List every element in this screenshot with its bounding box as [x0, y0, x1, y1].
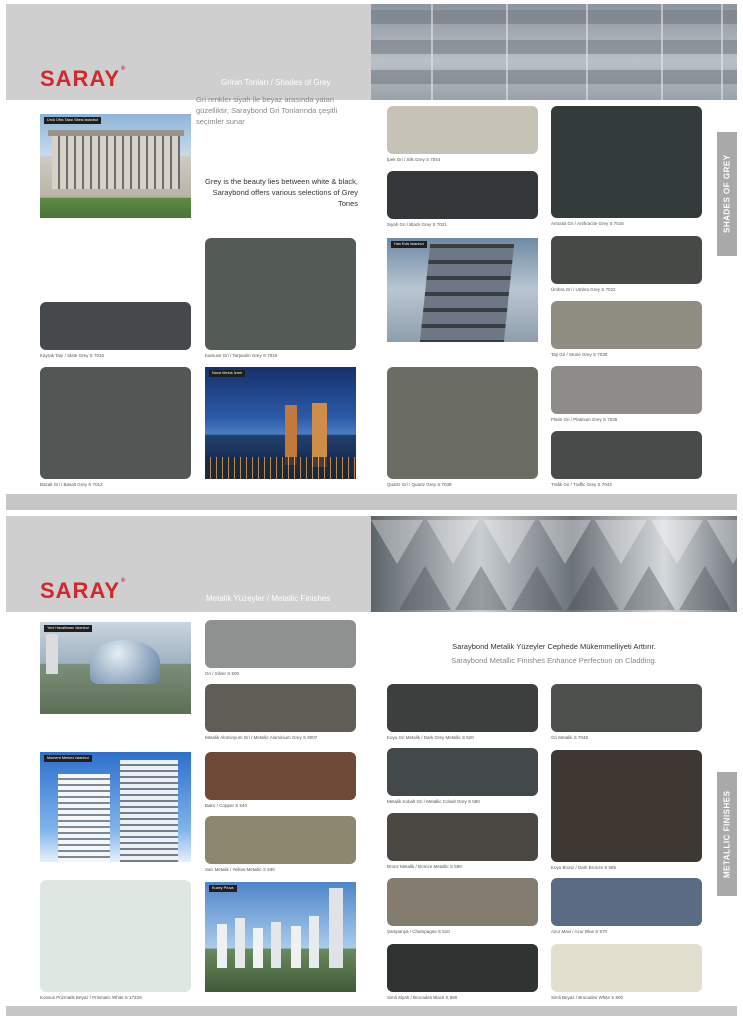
- swatch-azur-blue: [551, 878, 702, 926]
- swatch-label: Konsus Prizmatik Beyaz / Prismatic White S 1723S: [40, 995, 143, 1000]
- side-tab: SHADES OF GREY: [717, 132, 737, 256]
- swatch-label: Bronz Metalik / Bronze Metallic S 590: [387, 864, 462, 869]
- tower-photo: Han Evis İstanbul: [387, 238, 538, 342]
- swatch-silver: [205, 620, 356, 668]
- saray-logo: SARAY®: [40, 578, 127, 603]
- swatch-silk-grey: [387, 106, 538, 154]
- saray-logo: SARAY®: [40, 66, 127, 91]
- swatch-champagne: [387, 878, 538, 926]
- swatch-label: Quartz Gri / Quartz Grey S 7039: [387, 482, 452, 487]
- metallic-finishes-spread: [6, 516, 737, 1016]
- swatch-label: Bakır / Copper S 540: [205, 803, 248, 808]
- swatch-copper: [205, 752, 356, 800]
- page-footer: [6, 1006, 737, 1016]
- facade-photo: [371, 4, 737, 100]
- swatch-anthracite-grey: [551, 106, 702, 218]
- swatch-label: Gri Metalik S 7048: [551, 735, 589, 740]
- swatch-label: Sarı Metalik / Yellow Metallic S 530: [205, 867, 275, 872]
- swatch-label: Simli Siyah / Brocades Black S 880: [387, 995, 458, 1000]
- swatch-traffic-grey: [551, 431, 702, 479]
- tagline-tr: Saraybond Metalik Yüzeyler Cephede Mükemmelliyeti Arttırır.: [452, 642, 656, 651]
- swatch-yellow-metallic: [205, 816, 356, 864]
- swatch-slate-grey: [40, 302, 191, 350]
- swatch-label: Azur Mavi / Azur Blue S 570: [551, 929, 608, 934]
- shades-of-grey-spread: [6, 4, 737, 510]
- swatch-brocades-white: [551, 944, 702, 992]
- twin-tower-photo: Moment Merkez İstanbul: [40, 752, 191, 862]
- swatch-tarpaulin-grey: [205, 238, 356, 350]
- swatch-label: Antrasit Gri / Anthracite Grey S 7016: [551, 221, 624, 226]
- swatch-label: Koyu Gri Metalik / Dark Grey Metallic S 520: [387, 735, 474, 740]
- swatch-label: İpek Gri / Silk Grey S 7044: [387, 157, 441, 162]
- swatch-label: Kayrak Taşı / Slate Grey S 7015: [40, 353, 104, 358]
- swatch-platinum-grey: [551, 366, 702, 414]
- page-title: Metalik Yüzeyler / Metallic Finishes: [206, 594, 331, 603]
- swatch-prismatic-white: [40, 880, 191, 992]
- swatch-label: Ümbra Gri / Umbra Grey S 7022: [551, 287, 616, 292]
- swatch-label: Gri / Silver S 500: [205, 671, 240, 676]
- swatch-stone-grey: [551, 301, 702, 349]
- page-title: Grinin Tonları / Shades of Grey: [221, 78, 331, 87]
- swatch-label: Koyu Bronz / Dark Bronze S 585: [551, 865, 617, 870]
- swatch-dark-bronze: [551, 750, 702, 862]
- airport-photo: Yeni Havalimanı İstanbul: [40, 622, 191, 714]
- swatch-label: Şampanya / Champagne S 510: [387, 929, 450, 934]
- swatch-brocades-black: [387, 944, 538, 992]
- intro-text-en: Grey is the beauty lies between white & black, Saraybond offers various selections of Grey Tones: [205, 177, 358, 208]
- swatch-bronze-metallic: [387, 813, 538, 861]
- swatch-grey-metallic: [551, 684, 702, 732]
- swatch-umbra-grey: [551, 236, 702, 284]
- swatch-metallic-cobalt-grey: [387, 748, 538, 796]
- swatch-dark-grey-metallic: [387, 684, 538, 732]
- swatch-label: Metalik Kobalt Gri / Metallic Cobalt Grey S 580: [387, 799, 480, 804]
- swatch-label: Bazalt Gri / Basalt Grey S 7012: [40, 482, 103, 487]
- building-photo: Ünlü Ofisi Taksi Sitesi İstanbul: [40, 114, 191, 218]
- residential-towers-photo: Kuzey Pruva: [205, 882, 356, 992]
- page-header: [6, 516, 371, 612]
- city-photo: Nova Vertus İzmir: [205, 367, 356, 479]
- swatch-black-grey: [387, 171, 538, 219]
- swatch-label: Siyah Gri / Black Grey S 7021: [387, 222, 447, 227]
- swatch-label: Metalik Alüminyum Gri / Metallic Aluminium Grey S 9007: [205, 735, 318, 740]
- tagline-en: Saraybond Metallic Finishes Enhance Perfection on Cladding.: [451, 656, 657, 665]
- facade-photo: [371, 516, 737, 612]
- side-tab: METALLIC FINISHES: [717, 772, 737, 896]
- page-footer: [6, 494, 737, 510]
- swatch-basalt-grey: [40, 367, 191, 479]
- intro-text-tr: Gri renkler siyah ile beyaz arasında yatan güzelliktir, Saraybond Gri Tonlarında çeşitli seçimler sunar: [196, 95, 338, 126]
- swatch-label: Kamuse Gri / Tarpaulin Grey S 7010: [205, 353, 278, 358]
- swatch-label: Trafik Gri / Traffic Grey S 7043: [551, 482, 612, 487]
- swatch-label: Platin Gri / Platinum Grey S 7036: [551, 417, 618, 422]
- page-header: [6, 4, 371, 100]
- swatch-metallic-aluminium-grey: [205, 684, 356, 732]
- swatch-label: Taş Gri / Stone Grey S 7030: [551, 352, 608, 357]
- swatch-quartz-grey: [387, 367, 538, 479]
- swatch-label: Simli Beyaz / Brocades White S 800: [551, 995, 624, 1000]
